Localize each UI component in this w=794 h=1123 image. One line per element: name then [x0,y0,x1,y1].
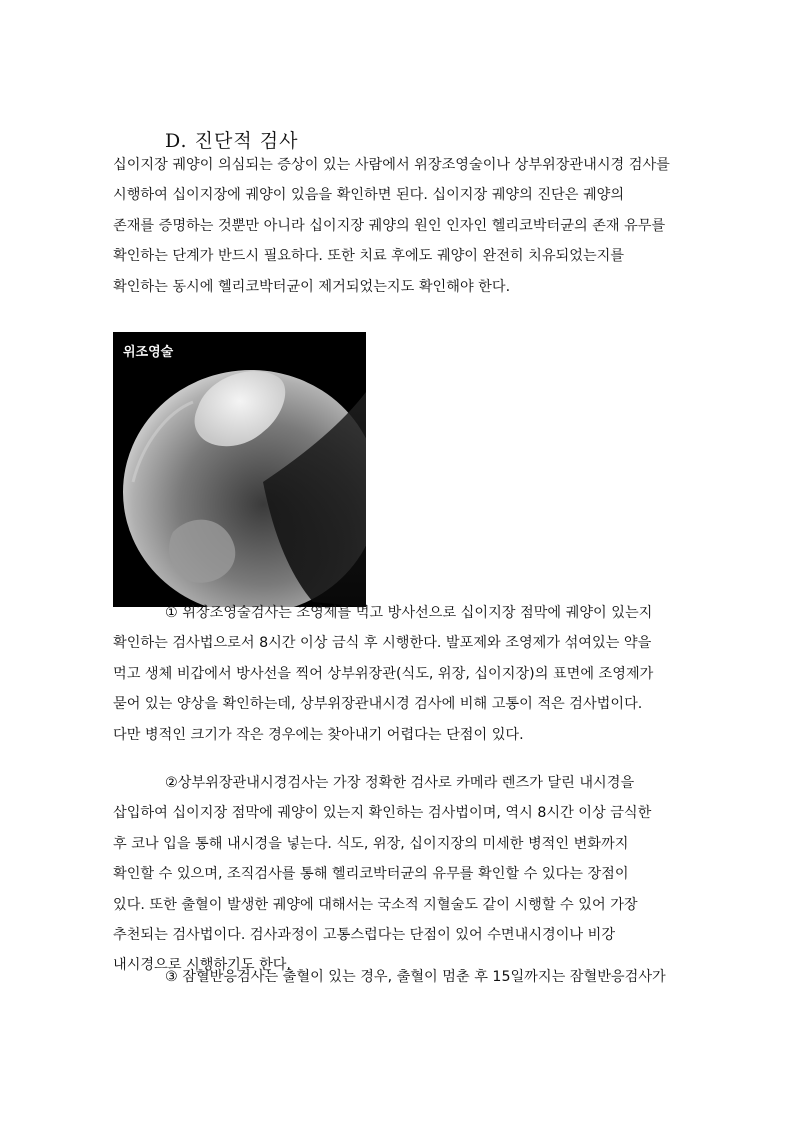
occult-blood-paragraph [113,962,681,992]
text-line: ① 위장조영술검사는 조영제를 먹고 방사선으로 십이지장 점막에 궤양이 있는지 [165,605,653,621]
text-line: 다만 병적인 크기가 작은 경우에는 찾아내기 어렵다는 단점이 있다. [113,726,524,743]
text-line: 확인할 수 있으며, 조직검사를 통해 헬리코박터균의 유무를 확인할 수 있다는 장점이 [113,866,629,883]
text-line: 먹고 생체 비갑에서 방사선을 찍어 상부위장관(식도, 위장, 십이지장)의 표면에 조영제가 [113,665,654,682]
text-line: 확인하는 단계가 반드시 필요하다. 또한 치료 후에도 궤양이 완전히 치유되었는지를 [113,248,625,265]
endoscopy-paragraph [113,768,681,981]
text-line: ③ 잠혈반응검사는 출혈이 있는 경우, 출혈이 멈춘 후 15일까지는 잠혈반응검사가 [165,969,666,985]
text-line: 후 코나 입을 통해 내시경을 넣는다. 식도, 위장, 십이지장의 미세한 병적인 변화까지 [113,835,629,852]
text-line: 내시경으로 시행하기도 한다. [113,957,291,974]
section-heading: D. 진단적 검사 [165,130,299,152]
upper-gi-series-paragraph [113,598,681,750]
text-line: 존재를 증명하는 것뿐만 아니라 십이지장 궤양의 원인 인자인 헬리코박터균의 존재 유무를 [113,217,666,234]
text-line: ②상부위장관내시경검사는 가장 정확한 검사로 카메라 렌즈가 달린 내시경을 [165,775,635,791]
intro-paragraph [113,150,681,302]
text-line: 있다. 또한 출혈이 발생한 궤양에 대해서는 국소적 지혈술도 같이 시행할 수 있어 가장 [113,896,638,913]
figure-label: 위조영술 [123,345,174,360]
text-line: 확인하는 검사법으로서 8시간 이상 금식 후 시행한다. 발포제와 조영제가 섞여있는 약을 [113,635,652,652]
text-line: 십이지장 궤양이 의심되는 증상이 있는 사람에서 위장조영술이나 상부위장관내시경 검사를 [113,157,670,173]
xray-image [113,332,366,607]
xray-figure [113,332,366,607]
text-line: 추천되는 검사법이다. 검사과정이 고통스럽다는 단점이 있어 수면내시경이나 비강 [113,926,616,943]
text-line: 묻어 있는 양상을 확인하는데, 상부위장관내시경 검사에 비해 고통이 적은 검사법이다. [113,696,643,713]
text-line: 확인하는 동시에 헬리코박터균이 제거되었는지도 확인해야 한다. [113,278,511,295]
text-line: 시행하여 십이지장에 궤양이 있음을 확인하면 된다. 십이지장 궤양의 진단은 궤양의 [113,187,625,204]
text-line: 삽입하여 십이지장 점막에 궤양이 있는지 확인하는 검사법이며, 역시 8시간 이상 금식한 [113,805,652,822]
